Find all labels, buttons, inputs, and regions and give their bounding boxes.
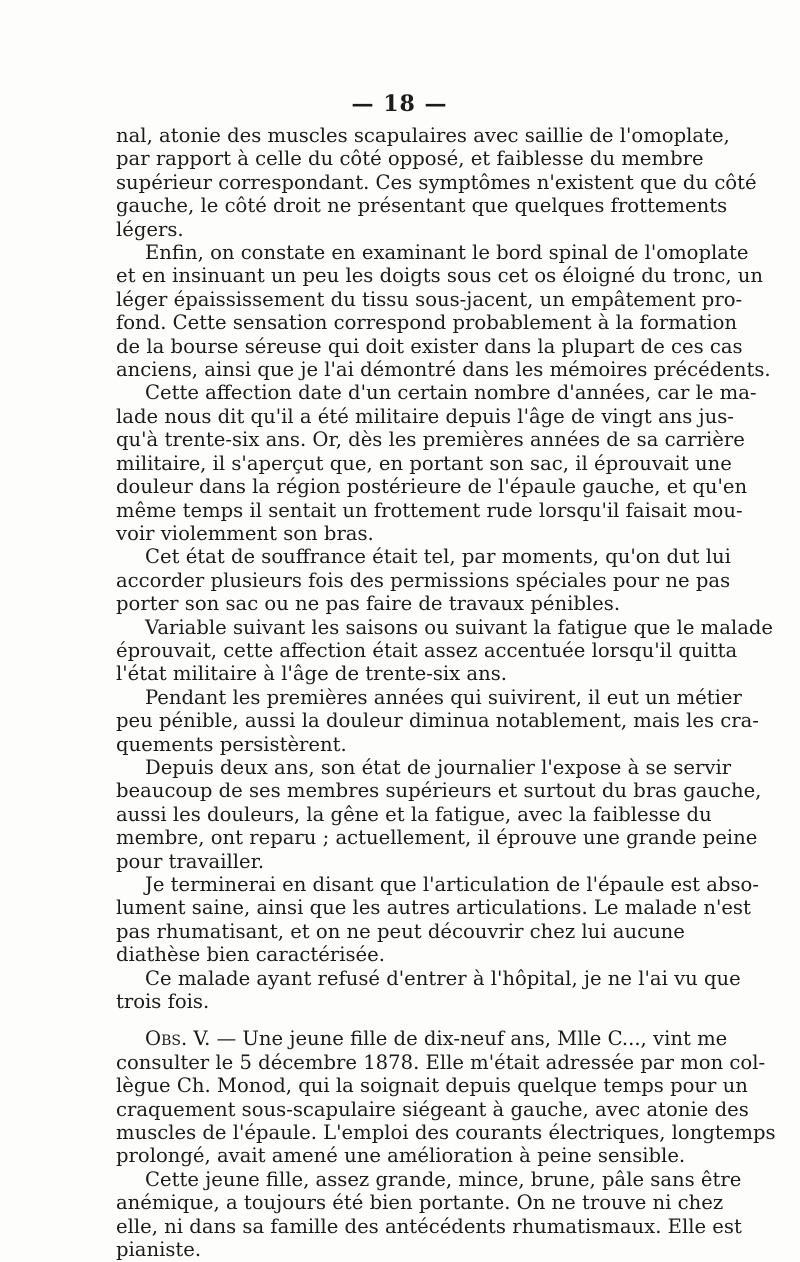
text-line: voir violemment son bras. [116,521,374,545]
text-line: par rapport à celle du côté opposé, et faiblesse du membre [116,147,704,171]
paragraph [116,381,757,545]
text-line: muscles de l'épaule. L'emploi des courants électriques, longtemps [116,1121,776,1145]
text-line: elle, ni dans sa famille des antécédents rhumatismaux. Elle est [116,1214,742,1238]
text-line: Cet état de souffrance était tel, par moments, qu'on dut lui [145,545,731,569]
text-line: même temps il sentait un frottement rude lorsqu'il faisait mou- [116,498,743,522]
paragraph [116,966,741,1014]
text-line: Je terminerai en disant que l'articulation de l'épaule est abso- [145,873,759,896]
text-line: anciens, ainsi que je l'ai démontré dans les mémoires précédents. [116,358,771,382]
text-line: consulter le 5 décembre 1878. Elle m'était adressée par mon col- [116,1050,766,1074]
body-text [116,124,774,1014]
page-number: — 18 — [351,91,448,117]
text-line: diathèse bien caractérisée. [116,943,385,967]
text-line: de la bourse séreuse qui doit exister dans la plupart de ces cas [116,334,743,358]
text-line: trois fois. [116,990,210,1014]
text-line: Cette jeune fille, assez grande, mince, brune, pâle sans être [145,1167,742,1191]
text-line: nal, atonie des muscles scapulaires avec saillie de l'omoplate, [116,124,730,147]
observation-paragraph-2 [116,1167,742,1262]
text-line: lègue Ch. Monod, qui la soignait depuis quelque temps pour un [116,1074,748,1098]
text-line: craquement sous-scapulaire siégeant à gauche, avec atonie des [116,1097,749,1121]
text-line: léger épaississement du tissu sous-jacent, un empâtement pro- [116,287,743,311]
text-line: Pendant les premières années qui suivirent, il eut un métier [145,685,742,709]
observation-first-line [116,1027,728,1051]
paragraph [116,241,771,382]
observation-label: Obs. V. [145,1027,211,1051]
text-line: porter son sac ou ne pas faire de travaux pénibles. [116,592,621,616]
text-line: éprouvait, cette affection était assez accentuée lorsqu'il quitta [116,638,738,662]
text-line: aussi les douleurs, la gêne et la fatigue, avec la faiblesse du [116,802,712,826]
observation-paragraph [116,1027,776,1168]
text-line: Variable suivant les saisons ou suivant la fatigue que le malade [145,615,774,639]
text-line: prolongé, avait amené une amélioration à peine sensible. [116,1144,686,1168]
observation-lines [116,1050,776,1168]
text-line: supérieur correspondant. Ces symptômes n'existent que du côté [116,170,757,194]
text-line: qu'à trente-six ans. Or, dès les premières années de sa carrière [116,428,745,452]
page-text [116,84,776,1262]
text-line: légers. [116,217,184,241]
text-line: accorder plusieurs fois des permissions spéciales pour ne pas [116,568,731,592]
text-line: pas rhumatisant, et on ne peut découvrir chez lui aucune [116,919,685,943]
paragraph [116,873,759,967]
text-line: gauche, le côté droit ne présentant que quelques frottements [116,194,728,218]
paragraph [116,685,759,756]
text-line: peu pénible, aussi la douleur diminua notablement, mais les cra- [116,709,759,733]
observation-first-line-text: — Une jeune fille de dix-neuf ans, Mlle C..., vint me [210,1027,728,1051]
paragraph [116,615,774,686]
text-line: Enfin, on constate en examinant le bord spinal de l'omoplate [145,241,749,265]
text-line: quements persistèrent. [116,732,347,756]
paragraph [116,124,757,241]
text-line: Ce malade ayant refusé d'entrer à l'hôpital, je ne l'ai vu que [145,966,741,990]
text-line: pour travailler. [116,849,265,873]
section-gap [116,1013,683,1027]
text-line: douleur dans la région postérieure de l'épaule gauche, et qu'en [116,475,748,499]
text-line: Depuis deux ans, son état de journalier l'expose à se servir [145,755,732,779]
text-line: l'état militaire à l'âge de trente-six ans. [116,662,508,686]
text-line: fond. Cette sensation correspond probablement à la formation [116,311,738,335]
text-line: lade nous dit qu'il a été militaire depuis l'âge de vingt ans jus- [116,404,734,428]
text-line: militaire, il s'aperçut que, en portant son sac, il éprouvait une [116,451,732,475]
text-line: Cette affection date d'un certain nombre d'années, car le ma- [145,381,757,405]
text-line: anémique, a toujours été bien portante. On ne trouve ni chez [116,1191,724,1215]
text-line: lument saine, ainsi que les autres articulations. Le malade n'est [116,896,751,920]
text-line: et en insinuant un peu les doigts sous cet os éloigné du tronc, un [116,264,764,288]
text-line: pianiste. [116,1238,202,1262]
paragraph [116,755,762,873]
paragraph [116,545,731,616]
text-line: membre, ont reparu ; actuellement, il éprouve une grande peine [116,826,758,850]
text-line: beaucoup de ses membres supérieurs et surtout du bras gauche, [116,779,762,803]
